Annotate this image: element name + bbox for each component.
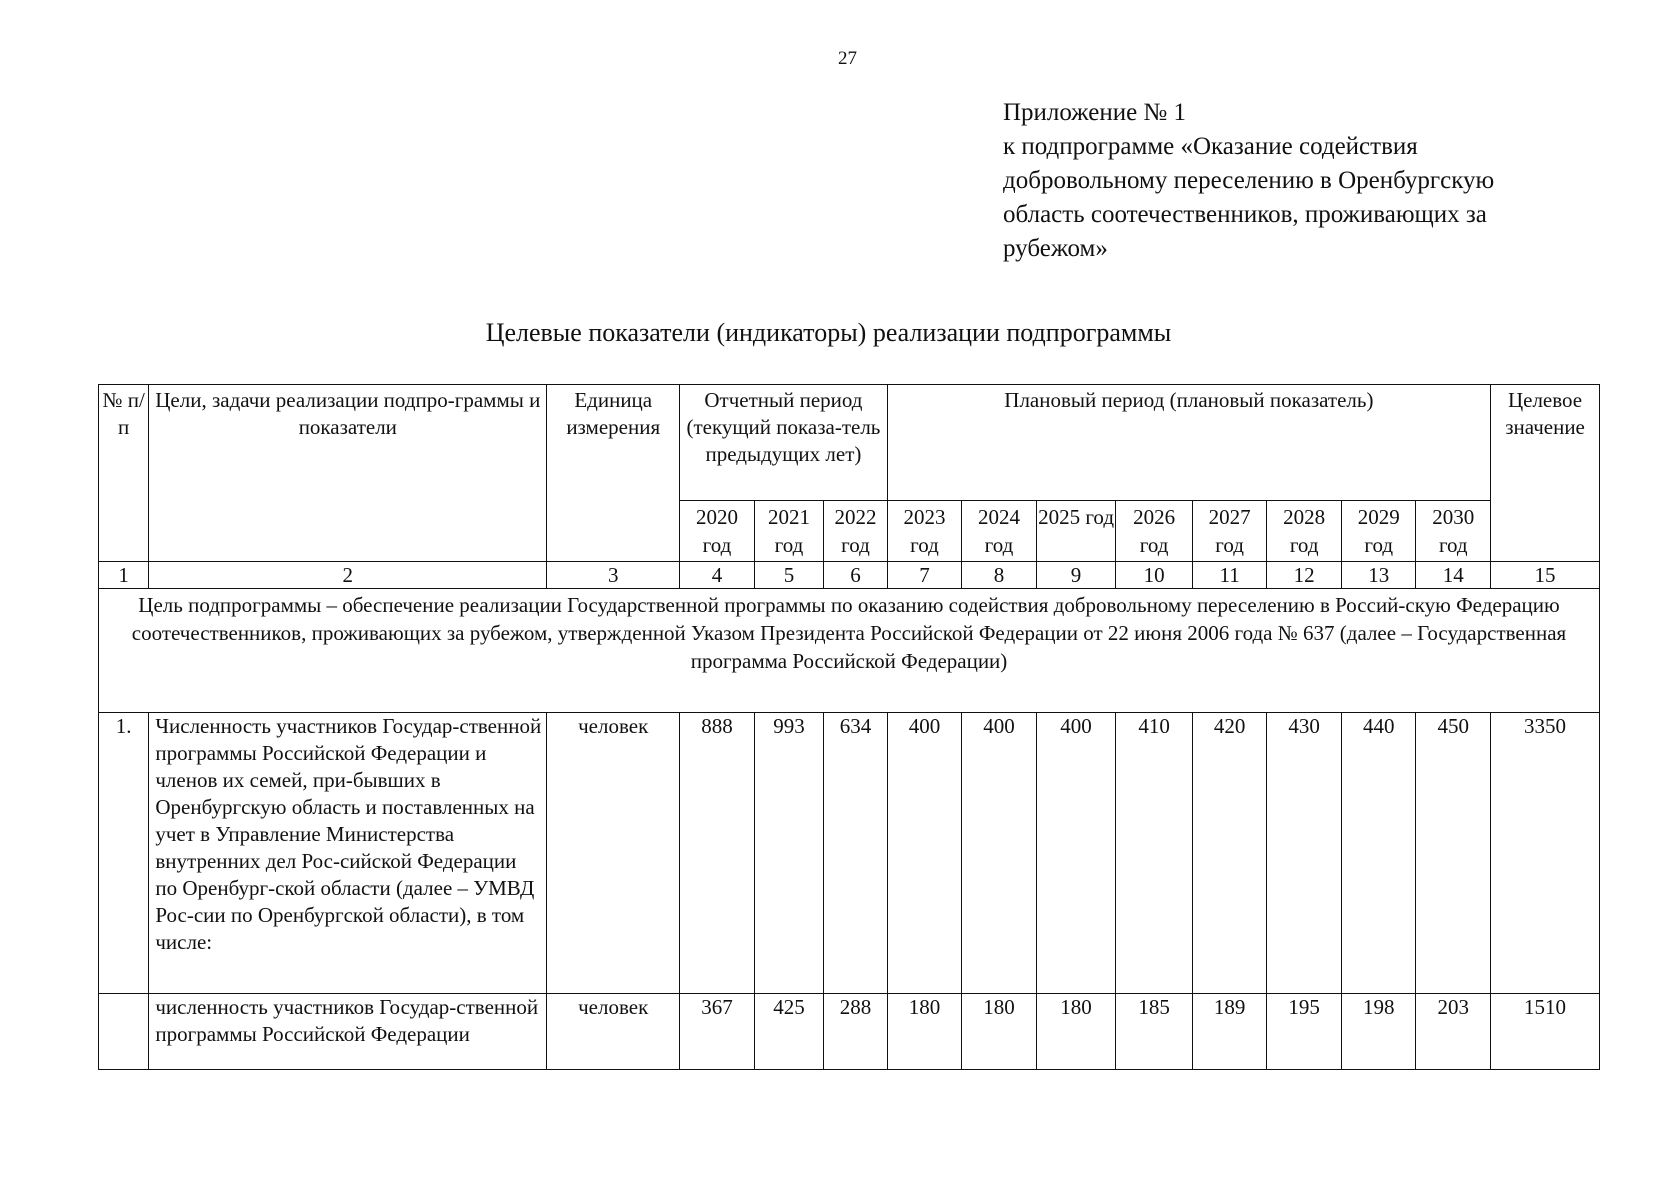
value-cell: 189 (1192, 993, 1267, 1069)
value-cell: 180 (962, 993, 1037, 1069)
year-header: 2020 год (680, 501, 755, 562)
value-cell: 634 (824, 712, 887, 993)
value-cell: 400 (1036, 712, 1116, 993)
year-header: 2025 год (1036, 501, 1116, 562)
header-planned-period: Плановый период (плановый показатель) (887, 385, 1490, 501)
header-unit: Единица измерения (547, 385, 680, 562)
indicator-name: численность участников Государ-ственной программы Российской Федерации (149, 993, 547, 1069)
column-number: 7 (887, 562, 962, 589)
value-cell: 288 (824, 993, 887, 1069)
column-number: 12 (1267, 562, 1342, 589)
appendix-line: рубежом» (1003, 235, 1108, 262)
column-number: 2 (149, 562, 547, 589)
goal-row (99, 589, 1600, 712)
header-target: Целевое значение (1491, 385, 1600, 562)
value-cell: 440 (1341, 712, 1416, 993)
column-number: 5 (754, 562, 824, 589)
value-cell: 180 (1036, 993, 1116, 1069)
value-cell: 195 (1267, 993, 1342, 1069)
document-title: Целевые показатели (индикаторы) реализации подпрограммы (485, 318, 1172, 347)
year-header: 2026 год (1116, 501, 1193, 562)
value-cell: 400 (887, 712, 962, 993)
year-header: 2027 год (1192, 501, 1267, 562)
value-cell: 888 (680, 712, 755, 993)
column-number: 4 (680, 562, 755, 589)
appendix-line: Приложение № 1 (1003, 99, 1187, 126)
year-header: 2030 год (1416, 501, 1491, 562)
appendix-line: область соотечественников, проживающих за (1003, 201, 1487, 228)
value-cell: 180 (887, 993, 962, 1069)
column-number: 8 (962, 562, 1037, 589)
unit-cell: человек (547, 993, 680, 1069)
year-header: 2023 год (887, 501, 962, 562)
header-num: № п/п (99, 385, 149, 562)
year-header: 2022 год (824, 501, 887, 562)
row-number: 1. (99, 712, 149, 993)
column-number: 13 (1341, 562, 1416, 589)
column-number: 10 (1116, 562, 1193, 589)
goal-text: Цель подпрограммы – обеспечение реализации Государственной программы по оказанию содействия добровольному переселению в Россий-скую Федерацию соотечественников, проживающих за рубежом, утвержденной Указом Президента Российской Федерации от 22 июня 2006 года № 637 (далее – Государственная программа Российской Федерации) (99, 589, 1600, 712)
column-number: 6 (824, 562, 887, 589)
value-cell: 430 (1267, 712, 1342, 993)
header-goals: Цели, задачи реализации подпро-граммы и показатели (149, 385, 547, 562)
row-number (99, 993, 149, 1069)
column-number: 15 (1491, 562, 1600, 589)
table-row (99, 712, 1600, 993)
indicators-table (98, 384, 1600, 1070)
column-number: 14 (1416, 562, 1491, 589)
column-number: 11 (1192, 562, 1267, 589)
column-number: 1 (99, 562, 149, 589)
unit-cell: человек (547, 712, 680, 993)
value-cell: 993 (754, 712, 824, 993)
column-number: 9 (1036, 562, 1116, 589)
column-number: 3 (547, 562, 680, 589)
appendix-line: добровольному переселению в Оренбургскую (1003, 167, 1495, 194)
value-cell: 410 (1116, 712, 1193, 993)
year-header: 2024 год (962, 501, 1037, 562)
header-row (99, 385, 1600, 501)
indicator-name: Численность участников Государ-ственной программы Российской Федерации и членов их семей, при-бывших в Оренбургскую область и поставленных на учет в Управление Министерства внутренних дел Рос-сийской Федерации по Оренбург-ской области (далее – УМВД Рос-сии по Оренбургской области), в том числе: (149, 712, 547, 993)
target-cell: 3350 (1491, 712, 1600, 993)
value-cell: 400 (962, 712, 1037, 993)
value-cell: 367 (680, 993, 755, 1069)
header-reporting-period: Отчетный период (текущий показа-тель предыдущих лет) (680, 385, 887, 501)
value-cell: 185 (1116, 993, 1193, 1069)
appendix-line: к подпрограмме «Оказание содействия (1003, 133, 1418, 160)
value-cell: 203 (1416, 993, 1491, 1069)
page-number: 27 (838, 48, 857, 69)
value-cell: 420 (1192, 712, 1267, 993)
value-cell: 198 (1341, 993, 1416, 1069)
table-row (99, 993, 1600, 1069)
year-header: 2021 год (754, 501, 824, 562)
appendix-header (1003, 96, 1603, 266)
value-cell: 450 (1416, 712, 1491, 993)
column-number-row (99, 562, 1600, 589)
target-cell: 1510 (1491, 993, 1600, 1069)
year-header: 2029 год (1341, 501, 1416, 562)
year-header: 2028 год (1267, 501, 1342, 562)
value-cell: 425 (754, 993, 824, 1069)
